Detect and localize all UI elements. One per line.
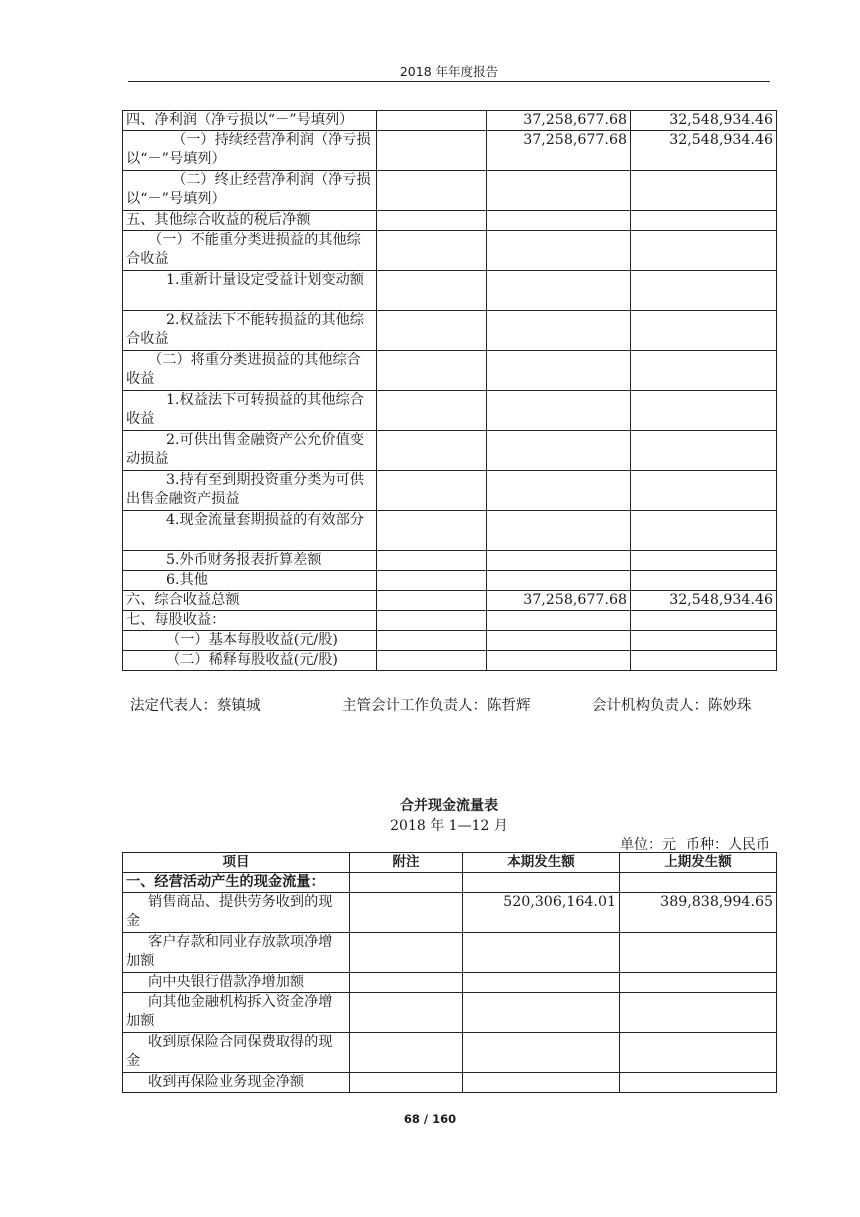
table-row bbox=[123, 511, 777, 551]
row-note bbox=[350, 893, 463, 933]
table-row bbox=[123, 1073, 777, 1093]
row-label: 收到原保险合同保费取得的现金 bbox=[123, 1033, 350, 1073]
row-note bbox=[377, 351, 487, 391]
row-current: 37,258,677.68 bbox=[487, 591, 631, 611]
row-current bbox=[463, 933, 620, 973]
cashflow-title: 合并现金流量表 bbox=[400, 798, 498, 814]
row-prior: 32,548,934.46 bbox=[631, 131, 777, 171]
table-header-row bbox=[123, 853, 777, 873]
table-row bbox=[123, 391, 777, 431]
row-prior bbox=[620, 873, 777, 893]
row-label: 6.其他 bbox=[123, 571, 377, 591]
row-label: 五、其他综合收益的税后净额 bbox=[123, 211, 377, 231]
row-prior bbox=[620, 1073, 777, 1093]
row-label: 向其他金融机构拆入资金净增加额 bbox=[123, 993, 350, 1033]
row-label: 六、综合收益总额 bbox=[123, 591, 377, 611]
table-row bbox=[123, 231, 777, 271]
row-note bbox=[377, 431, 487, 471]
column-header-prior: 上期发生额 bbox=[620, 853, 777, 873]
row-prior bbox=[620, 993, 777, 1033]
row-note bbox=[377, 271, 487, 311]
row-note bbox=[377, 571, 487, 591]
row-current bbox=[487, 171, 631, 211]
table-row bbox=[123, 993, 777, 1033]
report-header: 2018 年年度报告 bbox=[399, 64, 499, 79]
row-current: 37,258,677.68 bbox=[487, 111, 631, 131]
row-prior bbox=[631, 551, 777, 571]
table-row bbox=[123, 1033, 777, 1073]
row-label: 销售商品、提供劳务收到的现金 bbox=[123, 893, 350, 933]
row-prior bbox=[620, 1033, 777, 1073]
row-note bbox=[377, 131, 487, 171]
table-row bbox=[123, 111, 777, 131]
row-current bbox=[487, 651, 631, 671]
row-label: 4.现金流量套期损益的有效部分 bbox=[123, 511, 377, 551]
header-rule bbox=[128, 81, 770, 82]
table-row bbox=[123, 471, 777, 511]
row-current bbox=[487, 311, 631, 351]
column-header-item: 项目 bbox=[123, 853, 350, 873]
row-current bbox=[487, 571, 631, 591]
row-prior: 389,838,994.65 bbox=[620, 893, 777, 933]
row-current bbox=[487, 431, 631, 471]
row-prior bbox=[620, 933, 777, 973]
row-note bbox=[350, 1073, 463, 1093]
row-label: 3.持有至到期投资重分类为可供出售金融资产损益 bbox=[123, 471, 377, 511]
table-row bbox=[123, 311, 777, 351]
row-label: 5.外币财务报表折算差额 bbox=[123, 551, 377, 571]
row-label: 七、每股收益： bbox=[123, 611, 377, 631]
row-note bbox=[377, 231, 487, 271]
row-note bbox=[350, 1033, 463, 1073]
row-note bbox=[350, 933, 463, 973]
row-prior bbox=[631, 271, 777, 311]
row-prior: 32,548,934.46 bbox=[631, 111, 777, 131]
row-prior bbox=[631, 511, 777, 551]
row-label: 向中央银行借款净增加额 bbox=[123, 973, 350, 993]
row-prior bbox=[631, 211, 777, 231]
row-current bbox=[487, 211, 631, 231]
row-current bbox=[487, 631, 631, 651]
row-prior bbox=[620, 973, 777, 993]
row-current bbox=[487, 351, 631, 391]
row-label: 2.权益法下不能转损益的其他综合收益 bbox=[123, 311, 377, 351]
row-label: 1.重新计量设定受益计划变动额 bbox=[123, 271, 377, 311]
row-prior: 32,548,934.46 bbox=[631, 591, 777, 611]
table-row bbox=[123, 131, 777, 171]
table-row bbox=[123, 571, 777, 591]
table-row bbox=[123, 651, 777, 671]
column-header-current: 本期发生额 bbox=[463, 853, 620, 873]
row-label: 1.权益法下可转损益的其他综合收益 bbox=[123, 391, 377, 431]
row-prior bbox=[631, 171, 777, 211]
row-prior bbox=[631, 231, 777, 271]
row-current bbox=[487, 611, 631, 631]
row-note bbox=[377, 211, 487, 231]
row-note bbox=[377, 311, 487, 351]
row-current bbox=[463, 993, 620, 1033]
row-note bbox=[377, 471, 487, 511]
row-label: （二）将重分类进损益的其他综合收益 bbox=[123, 351, 377, 391]
table-row bbox=[123, 211, 777, 231]
row-note bbox=[350, 873, 463, 893]
row-label: （一）持续经营净利润（净亏损以“－”号填列） bbox=[123, 131, 377, 171]
cashflow-table bbox=[122, 852, 777, 1093]
row-label: 四、净利润（净亏损以“－”号填列） bbox=[123, 111, 377, 131]
currency-label: 币种：人民币 bbox=[686, 837, 770, 853]
row-note bbox=[377, 171, 487, 211]
row-label: （二）稀释每股收益(元/股) bbox=[123, 651, 377, 671]
row-note bbox=[350, 973, 463, 993]
row-current bbox=[463, 1033, 620, 1073]
table-row bbox=[123, 933, 777, 973]
row-label: （一）不能重分类进损益的其他综合收益 bbox=[123, 231, 377, 271]
row-label: （一）基本每股收益(元/股) bbox=[123, 631, 377, 651]
row-current bbox=[487, 271, 631, 311]
row-label: 收到再保险业务现金净额 bbox=[123, 1073, 350, 1093]
row-label: 2.可供出售金融资产公允价值变动损益 bbox=[123, 431, 377, 471]
cashflow-period: 2018 年 1—12 月 bbox=[390, 818, 508, 834]
row-prior bbox=[631, 311, 777, 351]
row-current bbox=[487, 231, 631, 271]
table-row bbox=[123, 551, 777, 571]
row-label: 客户存款和同业存放款项净增加额 bbox=[123, 933, 350, 973]
row-current bbox=[487, 551, 631, 571]
row-label: （二）终止经营净利润（净亏损以“－”号填列） bbox=[123, 171, 377, 211]
row-prior bbox=[631, 471, 777, 511]
row-note bbox=[350, 993, 463, 1033]
row-current: 37,258,677.68 bbox=[487, 131, 631, 171]
row-current bbox=[487, 471, 631, 511]
page-number: 68 / 160 bbox=[403, 1112, 457, 1126]
row-current bbox=[463, 973, 620, 993]
table-row bbox=[123, 591, 777, 611]
table-row bbox=[123, 873, 777, 893]
table-row bbox=[123, 611, 777, 631]
row-note bbox=[377, 651, 487, 671]
table-row bbox=[123, 973, 777, 993]
accounting-head: 主管会计工作负责人：陈哲辉 bbox=[342, 698, 531, 714]
table-row bbox=[123, 431, 777, 471]
income-statement-table bbox=[122, 110, 777, 671]
row-current bbox=[487, 391, 631, 431]
row-current bbox=[463, 873, 620, 893]
row-note bbox=[377, 511, 487, 551]
row-current bbox=[487, 511, 631, 551]
row-note bbox=[377, 551, 487, 571]
legal-representative: 法定代表人：蔡镇城 bbox=[130, 698, 261, 714]
row-note bbox=[377, 631, 487, 651]
accounting-org-head: 会计机构负责人：陈妙珠 bbox=[592, 698, 752, 714]
table-row bbox=[123, 351, 777, 391]
row-prior bbox=[631, 651, 777, 671]
row-current: 520,306,164.01 bbox=[463, 893, 620, 933]
column-header-note: 附注 bbox=[350, 853, 463, 873]
row-current bbox=[463, 1073, 620, 1093]
unit-label: 单位：元 bbox=[620, 837, 676, 853]
row-note bbox=[377, 591, 487, 611]
unit-currency bbox=[610, 834, 770, 854]
row-note bbox=[377, 391, 487, 431]
table-row bbox=[123, 271, 777, 311]
table-row bbox=[123, 893, 777, 933]
row-prior bbox=[631, 631, 777, 651]
row-label: 一、经营活动产生的现金流量： bbox=[123, 873, 350, 893]
row-note bbox=[377, 111, 487, 131]
row-prior bbox=[631, 611, 777, 631]
table-row bbox=[123, 631, 777, 651]
row-note bbox=[377, 611, 487, 631]
row-prior bbox=[631, 431, 777, 471]
row-prior bbox=[631, 571, 777, 591]
row-prior bbox=[631, 391, 777, 431]
row-prior bbox=[631, 351, 777, 391]
table-row bbox=[123, 171, 777, 211]
